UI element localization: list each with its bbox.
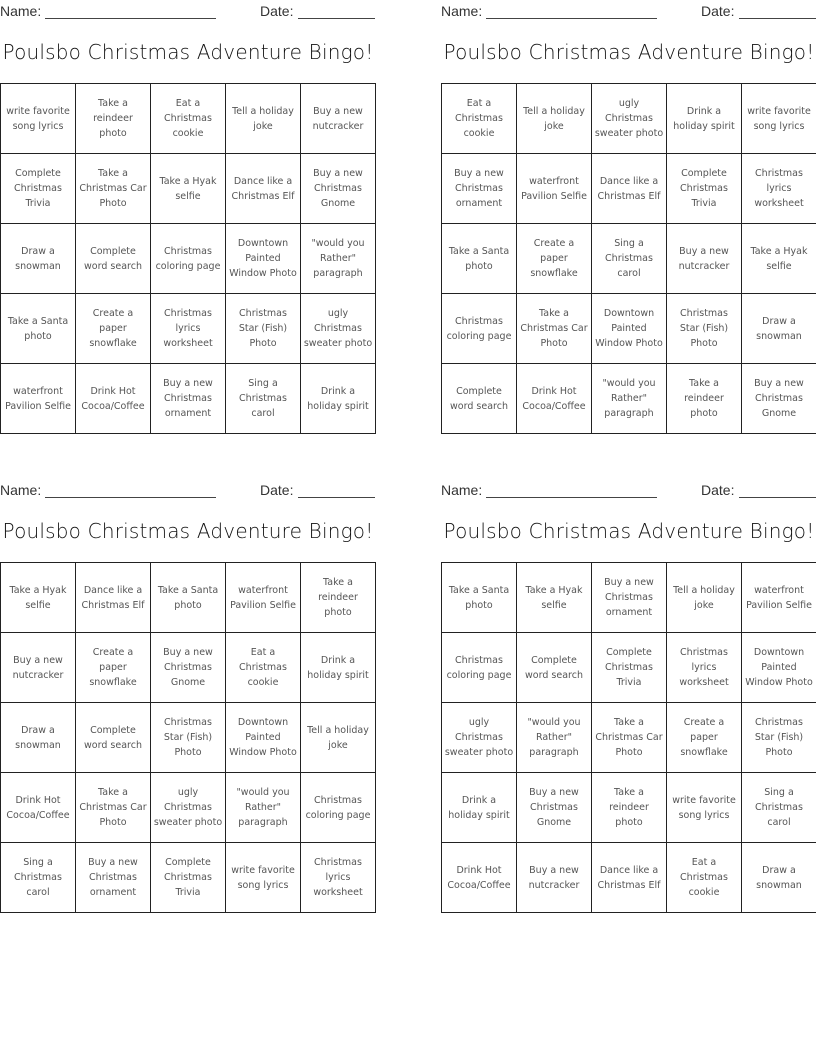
bingo-cell[interactable]: Christmas coloring page (301, 773, 376, 843)
bingo-cell[interactable]: waterfront Pavilion Selfie (517, 154, 592, 224)
bingo-cell[interactable]: Buy a new Christmas Gnome (151, 633, 226, 703)
bingo-cell[interactable]: "would you Rather" paragraph (226, 773, 301, 843)
bingo-cell[interactable]: Drink Hot Cocoa/Coffee (76, 364, 151, 434)
name-label: Name: (441, 3, 483, 19)
bingo-cell[interactable]: Drink a holiday spirit (301, 633, 376, 703)
name-date-header (0, 482, 376, 500)
bingo-cell[interactable]: Christmas lyrics worksheet (667, 633, 742, 703)
name-blank-line[interactable] (45, 18, 216, 19)
bingo-cell[interactable]: Christmas Star (Fish) Photo (667, 294, 742, 364)
bingo-cell[interactable]: Buy a new Christmas ornament (76, 843, 151, 913)
name-blank-line[interactable] (486, 18, 657, 19)
bingo-cell[interactable]: Drink a holiday spirit (442, 773, 517, 843)
card-title: Poulsbo Christmas Adventure Bingo! (2, 40, 374, 64)
bingo-cell[interactable]: Sing a Christmas carol (742, 773, 816, 843)
bingo-cell[interactable]: Draw a snowman (742, 843, 816, 913)
bingo-cell[interactable]: Buy a new Christmas Gnome (301, 154, 376, 224)
bingo-cell[interactable]: Take a Santa photo (442, 224, 517, 294)
bingo-cell[interactable]: Buy a new Christmas ornament (592, 563, 667, 633)
bingo-cell[interactable]: Take a Christmas Car Photo (592, 703, 667, 773)
name-date-header (0, 3, 376, 21)
bingo-cell[interactable]: Draw a snowman (1, 224, 76, 294)
bingo-cell[interactable]: Buy a new nutcracker (1, 633, 76, 703)
bingo-cell[interactable]: Complete Christmas Trivia (1, 154, 76, 224)
bingo-cell[interactable]: ugly Christmas sweater photo (442, 703, 517, 773)
name-date-header (441, 482, 816, 500)
bingo-cell[interactable]: Complete word search (76, 703, 151, 773)
bingo-cell[interactable]: Buy a new Christmas Gnome (742, 364, 816, 434)
bingo-cell[interactable]: waterfront Pavilion Selfie (226, 563, 301, 633)
bingo-cell[interactable]: write favorite song lyrics (667, 773, 742, 843)
bingo-cell[interactable]: Buy a new Christmas ornament (151, 364, 226, 434)
bingo-cell[interactable]: ugly Christmas sweater photo (301, 294, 376, 364)
bingo-cell[interactable]: Take a Santa photo (151, 563, 226, 633)
bingo-cell[interactable]: Buy a new Christmas ornament (442, 154, 517, 224)
bingo-cell[interactable]: Christmas Star (Fish) Photo (151, 703, 226, 773)
date-label: Date: (701, 3, 735, 19)
bingo-cell[interactable]: Sing a Christmas carol (226, 364, 301, 434)
bingo-cell[interactable]: Tell a holiday joke (226, 84, 301, 154)
bingo-cell[interactable]: Downtown Painted Window Photo (592, 294, 667, 364)
bingo-grid (441, 562, 816, 913)
bingo-cell[interactable]: Downtown Painted Window Photo (226, 703, 301, 773)
bingo-grid (441, 83, 816, 434)
bingo-cell[interactable]: write favorite song lyrics (742, 84, 816, 154)
bingo-cell[interactable]: Take a Hyak selfie (151, 154, 226, 224)
bingo-cell[interactable]: Complete Christmas Trivia (592, 633, 667, 703)
bingo-cell[interactable]: Complete Christmas Trivia (151, 843, 226, 913)
bingo-cell[interactable]: write favorite song lyrics (1, 84, 76, 154)
bingo-cell[interactable]: Draw a snowman (1, 703, 76, 773)
bingo-cell[interactable]: Drink Hot Cocoa/Coffee (1, 773, 76, 843)
bingo-cell[interactable]: Complete word search (76, 224, 151, 294)
bingo-grid (0, 562, 376, 913)
bingo-cell[interactable]: Create a paper snowflake (667, 703, 742, 773)
bingo-cell[interactable]: Create a paper snowflake (76, 294, 151, 364)
bingo-cell[interactable]: Drink Hot Cocoa/Coffee (517, 364, 592, 434)
bingo-cell[interactable]: Tell a holiday joke (301, 703, 376, 773)
name-label: Name: (0, 482, 42, 498)
bingo-cell[interactable]: Take a Christmas Car Photo (76, 773, 151, 843)
date-blank-line[interactable] (298, 18, 375, 19)
bingo-cell[interactable]: Take a Santa photo (442, 563, 517, 633)
bingo-cell[interactable]: Christmas lyrics worksheet (151, 294, 226, 364)
card-title: Poulsbo Christmas Adventure Bingo! (443, 519, 815, 543)
bingo-cell[interactable]: Buy a new Christmas Gnome (517, 773, 592, 843)
bingo-card (441, 479, 816, 919)
bingo-cell[interactable]: Drink a holiday spirit (301, 364, 376, 434)
bingo-cell[interactable]: waterfront Pavilion Selfie (742, 563, 816, 633)
bingo-cell[interactable]: Downtown Painted Window Photo (226, 224, 301, 294)
bingo-cell[interactable]: Christmas Star (Fish) Photo (742, 703, 816, 773)
bingo-cell[interactable]: Buy a new nutcracker (517, 843, 592, 913)
bingo-cell[interactable]: Create a paper snowflake (517, 224, 592, 294)
bingo-card (0, 479, 376, 919)
bingo-cell[interactable]: "would you Rather" paragraph (517, 703, 592, 773)
bingo-cell[interactable]: ugly Christmas sweater photo (592, 84, 667, 154)
bingo-cell[interactable]: Take a reindeer photo (592, 773, 667, 843)
bingo-cell[interactable]: Complete word search (442, 364, 517, 434)
bingo-cell[interactable]: Sing a Christmas carol (1, 843, 76, 913)
bingo-cell[interactable]: Complete Christmas Trivia (667, 154, 742, 224)
bingo-cell[interactable]: Create a paper snowflake (76, 633, 151, 703)
bingo-cell[interactable]: Draw a snowman (742, 294, 816, 364)
bingo-cell[interactable]: Drink a holiday spirit (667, 84, 742, 154)
date-label: Date: (260, 482, 294, 498)
bingo-cell[interactable]: "would you Rather" paragraph (592, 364, 667, 434)
name-blank-line[interactable] (45, 497, 216, 498)
bingo-cell[interactable]: Drink Hot Cocoa/Coffee (442, 843, 517, 913)
bingo-cell[interactable]: Take a Hyak selfie (742, 224, 816, 294)
bingo-cell[interactable]: "would you Rather" paragraph (301, 224, 376, 294)
bingo-cell[interactable]: Buy a new nutcracker (667, 224, 742, 294)
bingo-cell[interactable]: Christmas coloring page (442, 633, 517, 703)
bingo-cell[interactable]: Downtown Painted Window Photo (742, 633, 816, 703)
bingo-card (0, 0, 376, 440)
bingo-cell[interactable]: Dance like a Christmas Elf (226, 154, 301, 224)
bingo-cell[interactable]: Eat a Christmas cookie (667, 843, 742, 913)
date-blank-line[interactable] (739, 18, 816, 19)
bingo-cell[interactable]: Take a Christmas Car Photo (517, 294, 592, 364)
bingo-cell[interactable]: Eat a Christmas cookie (151, 84, 226, 154)
card-title: Poulsbo Christmas Adventure Bingo! (2, 519, 374, 543)
name-date-header (441, 3, 816, 21)
date-label: Date: (260, 3, 294, 19)
bingo-cell[interactable]: ugly Christmas sweater photo (151, 773, 226, 843)
bingo-cell[interactable]: Eat a Christmas cookie (226, 633, 301, 703)
bingo-cell[interactable]: Sing a Christmas carol (592, 224, 667, 294)
bingo-cell[interactable]: Take a Hyak selfie (1, 563, 76, 633)
bingo-cell[interactable]: Dance like a Christmas Elf (592, 843, 667, 913)
bingo-cell[interactable]: write favorite song lyrics (226, 843, 301, 913)
bingo-cell[interactable]: Take a reindeer photo (76, 84, 151, 154)
bingo-cell[interactable]: Tell a holiday joke (667, 563, 742, 633)
name-label: Name: (0, 3, 42, 19)
bingo-cell[interactable]: Take a reindeer photo (301, 563, 376, 633)
date-blank-line[interactable] (739, 497, 816, 498)
bingo-cell[interactable]: waterfront Pavilion Selfie (1, 364, 76, 434)
bingo-cell[interactable]: Take a Santa photo (1, 294, 76, 364)
bingo-cell[interactable]: Christmas coloring page (442, 294, 517, 364)
date-label: Date: (701, 482, 735, 498)
bingo-card (441, 0, 816, 440)
bingo-cell[interactable]: Buy a new nutcracker (301, 84, 376, 154)
bingo-cell[interactable]: Christmas lyrics worksheet (742, 154, 816, 224)
card-title: Poulsbo Christmas Adventure Bingo! (443, 40, 815, 64)
date-blank-line[interactable] (298, 497, 375, 498)
name-blank-line[interactable] (486, 497, 657, 498)
bingo-cell[interactable]: Take a Christmas Car Photo (76, 154, 151, 224)
bingo-cell[interactable]: Complete word search (517, 633, 592, 703)
bingo-cell[interactable]: Christmas Star (Fish) Photo (226, 294, 301, 364)
name-label: Name: (441, 482, 483, 498)
bingo-cell[interactable]: Christmas coloring page (151, 224, 226, 294)
bingo-cell[interactable]: Christmas lyrics worksheet (301, 843, 376, 913)
bingo-cell[interactable]: Dance like a Christmas Elf (592, 154, 667, 224)
bingo-cell[interactable]: Tell a holiday joke (517, 84, 592, 154)
bingo-grid (0, 83, 376, 434)
bingo-cell[interactable]: Dance like a Christmas Elf (76, 563, 151, 633)
bingo-cell[interactable]: Take a reindeer photo (667, 364, 742, 434)
bingo-cell[interactable]: Eat a Christmas cookie (442, 84, 517, 154)
bingo-cell[interactable]: Take a Hyak selfie (517, 563, 592, 633)
